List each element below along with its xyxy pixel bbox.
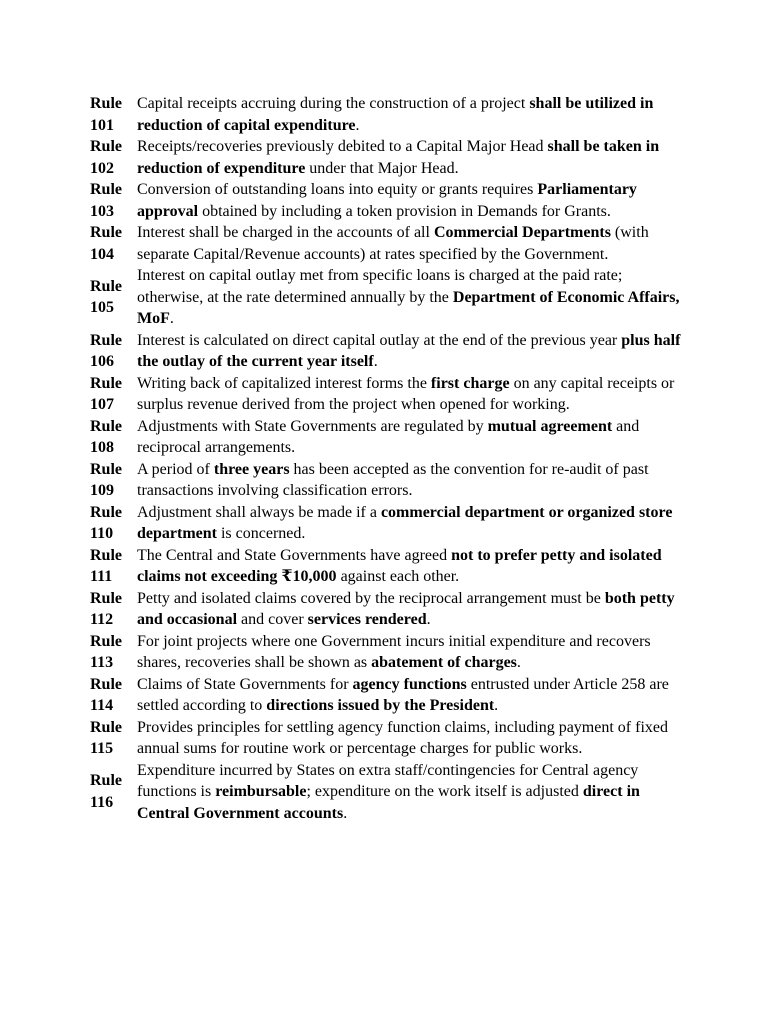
rule-text-bold: reimbursable [215,783,307,800]
rule-number: 107 [90,396,114,413]
rule-label-word: Rule [90,224,122,241]
rule-text [137,760,690,825]
rule-text-segment: and reciprocal arrangements. [137,417,640,456]
rule-row-101 [90,93,690,136]
rule-text [137,459,690,502]
rule-text-segment: (with separate Capital/Revenue accounts) at rates specified by the Government. [137,224,649,263]
rule-label-word: Rule [90,589,122,607]
rule-text [137,502,690,545]
rule-text [137,330,690,373]
rule-row-111 [90,545,690,588]
rules-document [90,93,690,824]
rule-number: 110 [90,525,114,542]
rule-label-word: Rule [90,95,122,112]
rule-text-bold: first charge [430,374,510,392]
rule-text-segment: . [426,611,431,628]
rule-row-106 [90,330,690,373]
rule-text-segment: . [494,697,499,714]
rule-row-104 [90,222,690,265]
rule-text [137,265,690,330]
rule-text [137,631,690,674]
rule-label [90,588,137,631]
rule-row-102 [90,136,690,179]
rule-number: 105 [90,299,114,317]
rule-label-word: Rule [90,503,122,521]
rule-row-113 [90,631,690,674]
rule-row-112 [90,588,690,631]
rule-text-bold: services rendered [307,611,427,628]
rule-text-bold: shall be taken in reduction of expenditure [137,138,660,177]
rule-text-segment: . [169,310,174,327]
rule-label [90,276,137,319]
rule-text-segment: Expenditure incurred by States on extra staff/contingencies for Central agency functions is [137,761,639,800]
rule-text [137,416,690,459]
rule-label [90,717,137,760]
rule-label [90,459,137,502]
rule-text-bold: Commercial Departments [433,224,611,241]
rule-label-word: Rule [90,277,122,295]
rule-text-segment: Capital receipts accruing during the construction of a project [137,95,530,112]
rule-text-bold: three years [213,460,290,478]
rule-text-bold: direct in Central Government accounts [137,783,640,822]
rule-row-107 [90,373,690,416]
rule-text-bold: plus half the outlay of the current year itself [137,331,681,370]
rule-text [137,545,690,588]
rule-text-segment: Conversion of outstanding loans into equity or grants requires [137,181,538,198]
rule-number: 101 [90,116,114,134]
rule-text-segment: on any capital receipts or surplus revenue derived from the project when opened for working. [137,374,675,413]
rule-text-segment: against each other. [336,568,460,585]
rule-label-word: Rule [90,632,122,650]
rule-text-segment: Writing back of capitalized interest forms the [137,374,431,392]
rule-text-bold: both petty and occasional [137,589,675,628]
rule-text [137,179,690,222]
rule-text-segment: obtained by including a token provision in Demands for Grants. [198,202,611,220]
rule-number: 113 [90,654,114,671]
rule-text-segment: Petty and isolated claims covered by the reciprocal arrangement must be [137,589,605,607]
rule-text-segment: Claims of State Governments for [137,675,353,693]
rule-number: 106 [90,353,114,370]
rule-text-segment: For joint projects where one Government incurs initial expenditure and recovers shares, recoveries shall be shown as [137,632,651,671]
rule-row-108 [90,416,690,459]
rule-label [90,222,137,265]
rule-number: 115 [90,740,114,757]
rule-text-segment: Interest on capital outlay met from specific loans is charged at the paid rate; otherwise, at the rate determined annually by the [137,267,623,306]
rule-row-109 [90,459,690,502]
rule-row-105 [90,265,690,330]
rule-number: 116 [90,793,114,811]
rule-label [90,136,137,179]
rule-text-segment: ; expenditure on the work itself is adjusted [306,783,583,800]
rule-text-segment: A period of [137,460,214,478]
rule-label [90,674,137,717]
rule-text-segment: Interest shall be charged in the accounts of all [137,224,434,241]
rule-text [137,588,690,631]
rule-number: 112 [90,611,114,628]
rule-label-word: Rule [90,546,122,564]
rule-text-bold: shall be utilized in reduction of capital expenditure [137,95,654,134]
rule-label [90,502,137,545]
rule-row-116 [90,760,690,825]
rule-number: 102 [90,159,114,177]
rule-text-segment: The Central and State Governments have agreed [137,546,452,564]
rule-label-word: Rule [90,772,122,790]
rule-row-103 [90,179,690,222]
rule-label-word: Rule [90,374,122,392]
rule-label [90,545,137,588]
rule-label-word: Rule [90,675,122,693]
rule-text-bold: Parliamentary approval [137,181,637,220]
rule-text-segment: . [516,654,521,671]
rule-text-segment: Provides principles for settling agency function claims, including payment of fixed annual sums for routine work or percentage charges for public works. [137,718,668,757]
rule-number: 109 [90,482,114,499]
rule-text [137,222,690,265]
rule-label [90,770,137,813]
rule-number: 104 [90,245,114,263]
rule-label [90,416,137,459]
rule-text-segment: Interest is calculated on direct capital outlay at the end of the previous year [137,331,622,349]
rule-label [90,631,137,674]
rule-row-110 [90,502,690,545]
rule-label [90,373,137,416]
rule-text-bold: Department of Economic Affairs, MoF [137,288,680,327]
rule-text-segment: has been accepted as the convention for re-audit of past transactions involving classification errors. [137,460,649,499]
rule-text-segment: . [343,804,348,822]
rule-text-segment: Adjustment shall always be made if a [137,503,381,521]
rule-text-segment: is concerned. [216,525,306,542]
rule-text-segment: entrusted under Article 258 are settled according to [137,675,669,714]
rule-text-segment: Receipts/recoveries previously debited to a Capital Major Head [137,138,548,155]
rule-row-115 [90,717,690,760]
rule-label-word: Rule [90,417,122,435]
rule-text-segment: . [373,353,378,370]
rule-text-bold: mutual agreement [487,417,613,435]
rule-label [90,93,137,136]
rule-text [137,93,690,136]
rule-text-segment: under that Major Head. [305,159,459,177]
rule-text [137,674,690,717]
rule-label-word: Rule [90,718,122,736]
rule-text-bold: agency functions [352,675,467,693]
rule-row-114 [90,674,690,717]
rule-label-word: Rule [90,460,122,478]
rule-label-word: Rule [90,138,122,155]
rule-label-word: Rule [90,181,122,198]
rule-text [137,373,690,416]
rule-text-bold: abatement of charges [371,654,517,671]
rule-text-bold: directions issued by the President [266,697,495,714]
rule-label [90,179,137,222]
rule-number: 111 [90,568,113,585]
rule-number: 103 [90,202,114,220]
rule-text-bold: commercial department or organized store department [137,503,673,542]
rule-text-segment: . [355,116,360,134]
rule-text [137,136,690,179]
rule-text-segment: Adjustments with State Governments are regulated by [137,417,488,435]
rule-number: 114 [90,697,114,714]
rule-text-bold: not to prefer petty and isolated claims not exceeding ₹10,000 [137,546,662,585]
rule-number: 108 [90,439,114,456]
rule-label-word: Rule [90,331,122,349]
rule-label [90,330,137,373]
rule-text [137,717,690,760]
rule-text-segment: and cover [237,611,308,628]
